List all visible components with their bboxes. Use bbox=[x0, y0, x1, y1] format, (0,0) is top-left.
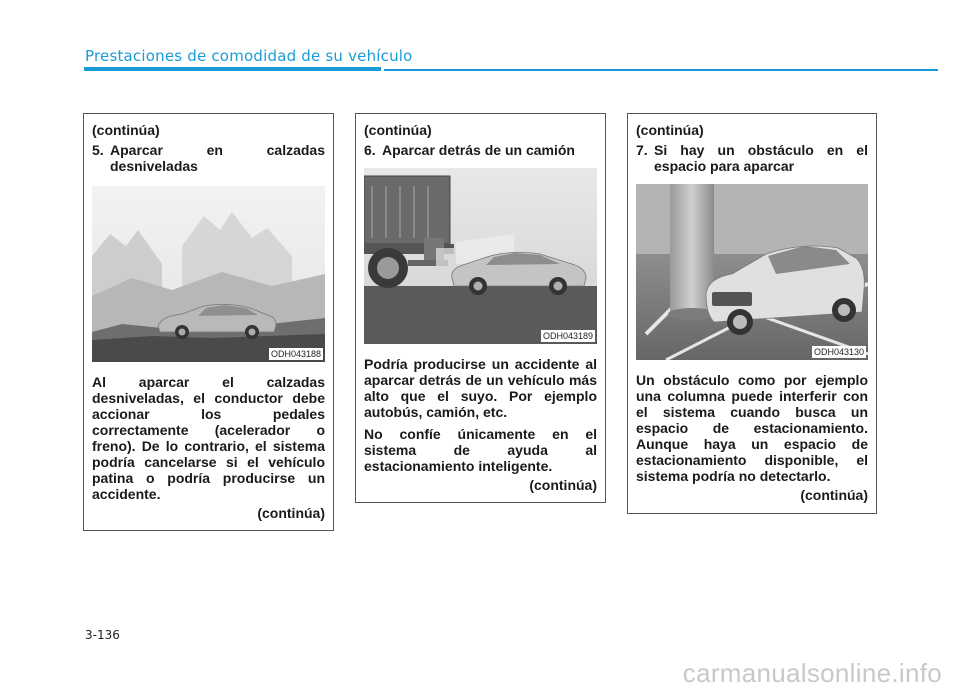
paragraph: Al aparcar el calzadas desniveladas, el conductor debe accionar los pedales correctamente (acelerador o freno). De lo contrario, el sistema podría cancelarse si el vehículo patina o podría producirse un accidente. bbox=[92, 374, 325, 502]
paragraph: No confíe únicamente en el sistema de ayuda al estacionamiento inteligente. bbox=[364, 426, 597, 474]
header-rule-thick bbox=[84, 67, 381, 71]
item-number: 7. bbox=[636, 142, 648, 158]
item-heading bbox=[92, 142, 325, 174]
continued-label-top: (continúa) bbox=[92, 122, 160, 138]
item-heading bbox=[364, 142, 597, 158]
item-number: 6. bbox=[364, 142, 376, 158]
info-box-truck bbox=[355, 113, 606, 503]
continued-label-top: (continúa) bbox=[636, 122, 704, 138]
item-heading bbox=[636, 142, 868, 174]
car-behind-truck-illustration bbox=[364, 168, 597, 344]
figure-obstacle bbox=[636, 184, 868, 360]
continued-label-bottom: (continúa) bbox=[529, 477, 597, 493]
header-rule-thin bbox=[384, 69, 938, 71]
page-number: 3-136 bbox=[85, 628, 120, 642]
car-near-column-illustration bbox=[636, 184, 868, 360]
section-title: Prestaciones de comodidad de su vehículo bbox=[85, 47, 413, 65]
continued-label-top: (continúa) bbox=[364, 122, 432, 138]
figure-code: ODH043189 bbox=[542, 331, 593, 341]
figure-truck bbox=[364, 168, 597, 344]
watermark: carmanualsonline.info bbox=[682, 658, 942, 688]
figure-code: ODH043130 bbox=[813, 347, 864, 357]
car-on-uneven-road-illustration bbox=[92, 186, 325, 362]
item-title: Aparcar en calzadas desniveladas bbox=[110, 142, 325, 174]
figure-uneven-road bbox=[92, 186, 325, 362]
info-box-uneven-road bbox=[83, 113, 334, 531]
continued-label-bottom: (continúa) bbox=[800, 487, 868, 503]
info-box-obstacle bbox=[627, 113, 877, 514]
paragraph: Un obstáculo como por ejemplo una columna puede interferir con el sistema cuando busca un espacio de estacionamiento. Aunque haya un espacio de estacionamiento disponible, el sistema podría no detectarlo. bbox=[636, 372, 868, 484]
item-title: Aparcar detrás de un camión bbox=[382, 142, 575, 158]
item-title: Si hay un obstáculo en el espacio para aparcar bbox=[654, 142, 868, 174]
continued-label-bottom: (continúa) bbox=[257, 505, 325, 521]
paragraph: Podría producirse un accidente al aparcar detrás de un vehículo más alto que el suyo. Por ejemplo autobús, camión, etc. bbox=[364, 356, 597, 420]
figure-code: ODH043188 bbox=[270, 349, 321, 359]
item-number: 5. bbox=[92, 142, 104, 158]
